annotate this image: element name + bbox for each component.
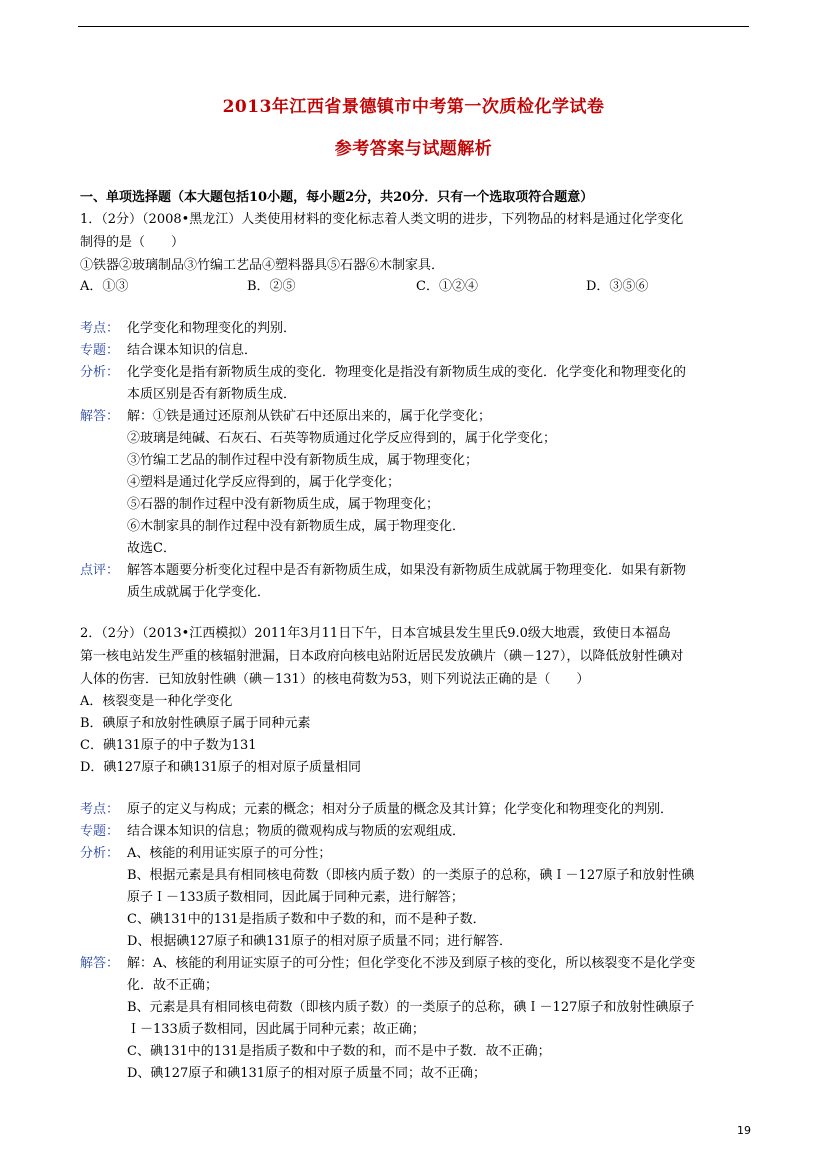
q1-stem-line1: 1．（2分）（2008•黑龙江）人类使用材料的变化标志着人类文明的进步，下列物品的材料是通过化学变化 [80,212,684,227]
fenxi-label: 分析： [80,365,120,380]
q2-jieda-line6: D、碘127原子和碘131原子的相对原子质量不同；故不正确； [127,1066,487,1081]
page-number: 19 [737,1124,751,1137]
q2-jieda-line3: B、元素是具有相同核电荷数（即核内质子数）的一类原子的总称，碘Ｉ－127原子和放射性碘原子 [127,1000,695,1015]
q1-dianping-line2: 质生成就属于化学变化． [127,585,271,600]
q1-zhuanti-text: 结合课本知识的信息． [127,343,258,358]
q1-option-c: C．①②④ [416,279,478,294]
q1-jieda-line6: ⑥木制家具的制作过程中没有新物质生成，属于物理变化． [127,519,466,534]
q2-zhuanti-text: 结合课本知识的信息；物质的微观构成与物质的宏观组成． [127,824,466,839]
jieda-label: 解答： [80,956,120,971]
fenxi-label: 分析： [80,846,120,861]
q2-jieda-line4: Ｉ－133质子数相同，因此属于同种元素；故正确； [127,1022,425,1037]
q2-jieda-line1: 解：A、核能的利用证实原子的可分性；但化学变化不涉及到原子核的变化，所以核裂变不是化学变 [127,956,696,971]
q2-fenxi-line2: B、根据元素是具有相同核电荷数（即核内质子数）的一类原子的总称，碘Ｉ－127原子和放射性碘 [127,868,695,883]
q1-jieda-line2: ②玻璃是纯碱、石灰石、石英等物质通过化学反应得到的，属于化学变化； [127,431,557,446]
zhuanti-label: 专题： [80,824,120,839]
q1-jieda-line3: ③竹编工艺品的制作过程中没有新物质生成，属于物理变化； [127,453,479,468]
document-title: 2013年江西省景德镇市中考第一次质检化学试卷 [222,97,605,117]
q1-stem-line2: 制得的是（ ） [80,235,185,250]
q2-stem-line3: 人体的伤害．已知放射性碘（碘－131）的核电荷数为53，则下列说法正确的是（ ） [80,672,590,687]
header-rule [78,26,749,27]
jieda-label: 解答： [80,409,120,424]
q1-kaodian-text: 化学变化和物理变化的判别． [127,321,297,336]
q1-fenxi-line1: 化学变化是指有新物质生成的变化．物理变化是指没有新物质生成的变化．化学变化和物理变化的 [127,365,687,380]
q2-jieda-line2: 化．故不正确； [127,978,219,993]
q2-fenxi-line4: C、碘131中的131是指质子数和中子数的和，而不是种子数． [127,912,486,927]
q2-option-d: D．碘127原子和碘131原子的相对原子质量相同 [80,760,362,775]
q1-jieda-line4: ④塑料是通过化学反应得到的，属于化学变化； [127,475,401,490]
kaodian-label: 考点： [80,321,120,336]
zhuanti-label: 专题： [80,343,120,358]
q1-jieda-line1: 解：①铁是通过还原剂从铁矿石中还原出来的，属于化学变化； [127,409,492,424]
kaodian-label: 考点： [80,802,120,817]
q1-option-d: D．③⑤⑥ [586,279,649,294]
q2-fenxi-line3: 原子Ｉ－133质子数相同，因此属于同种元素，进行解答； [127,890,464,905]
q2-jieda-line5: C、碘131中的131是指质子数和中子数的和，而不是中子数．故不正确； [127,1044,551,1059]
q1-fenxi-line2: 本质区别是否有新物质生成． [127,387,297,402]
q2-stem-line1: 2．（2分）（2013•江西模拟）2011年3月11日下午，日本宫城县发生里氏9.0级大地震，致使日本福岛 [80,626,671,641]
q2-fenxi-line1: A、核能的利用证实原子的可分性； [127,846,332,861]
q1-option-a: A．①③ [80,279,129,294]
q1-jieda-line7: 故选C． [127,541,176,556]
q2-kaodian-text: 原子的定义与构成；元素的概念；相对分子质量的概念及其计算；化学变化和物理变化的判别． [127,802,674,817]
q2-option-b: B．碘原子和放射性碘原子属于同种元素 [80,716,311,731]
q2-fenxi-line5: D、根据碘127原子和碘131原子的相对原子质量不同；进行解答． [127,934,513,949]
q1-stem-line3: ①铁器②玻璃制品③竹编工艺品④塑料器具⑤石器⑥木制家具． [80,258,445,273]
q1-option-b: B．②⑤ [247,279,296,294]
q1-jieda-line5: ⑤石器的制作过程中没有新物质生成，属于物理变化； [127,497,440,512]
dianping-label: 点评： [80,563,120,578]
q2-stem-line2: 第一核电站发生严重的核辐射泄漏，日本政府向核电站附近居民发放碘片（碘－127），以降低放射性碘对 [80,649,684,664]
document-subtitle: 参考答案与试题解析 [334,139,493,159]
q1-dianping-line1: 解答本题要分析变化过程中是否有新物质生成，如果没有新物质生成就属于物理变化．如果有新物 [127,563,687,578]
q2-option-c: C．碘131原子的中子数为131 [80,738,257,753]
section-heading: 一、单项选择题（本大题包括10小题，每小题2分，共20分．只有一个选取项符合题意） [80,190,594,205]
q2-option-a: A．核裂变是一种化学变化 [80,694,233,709]
